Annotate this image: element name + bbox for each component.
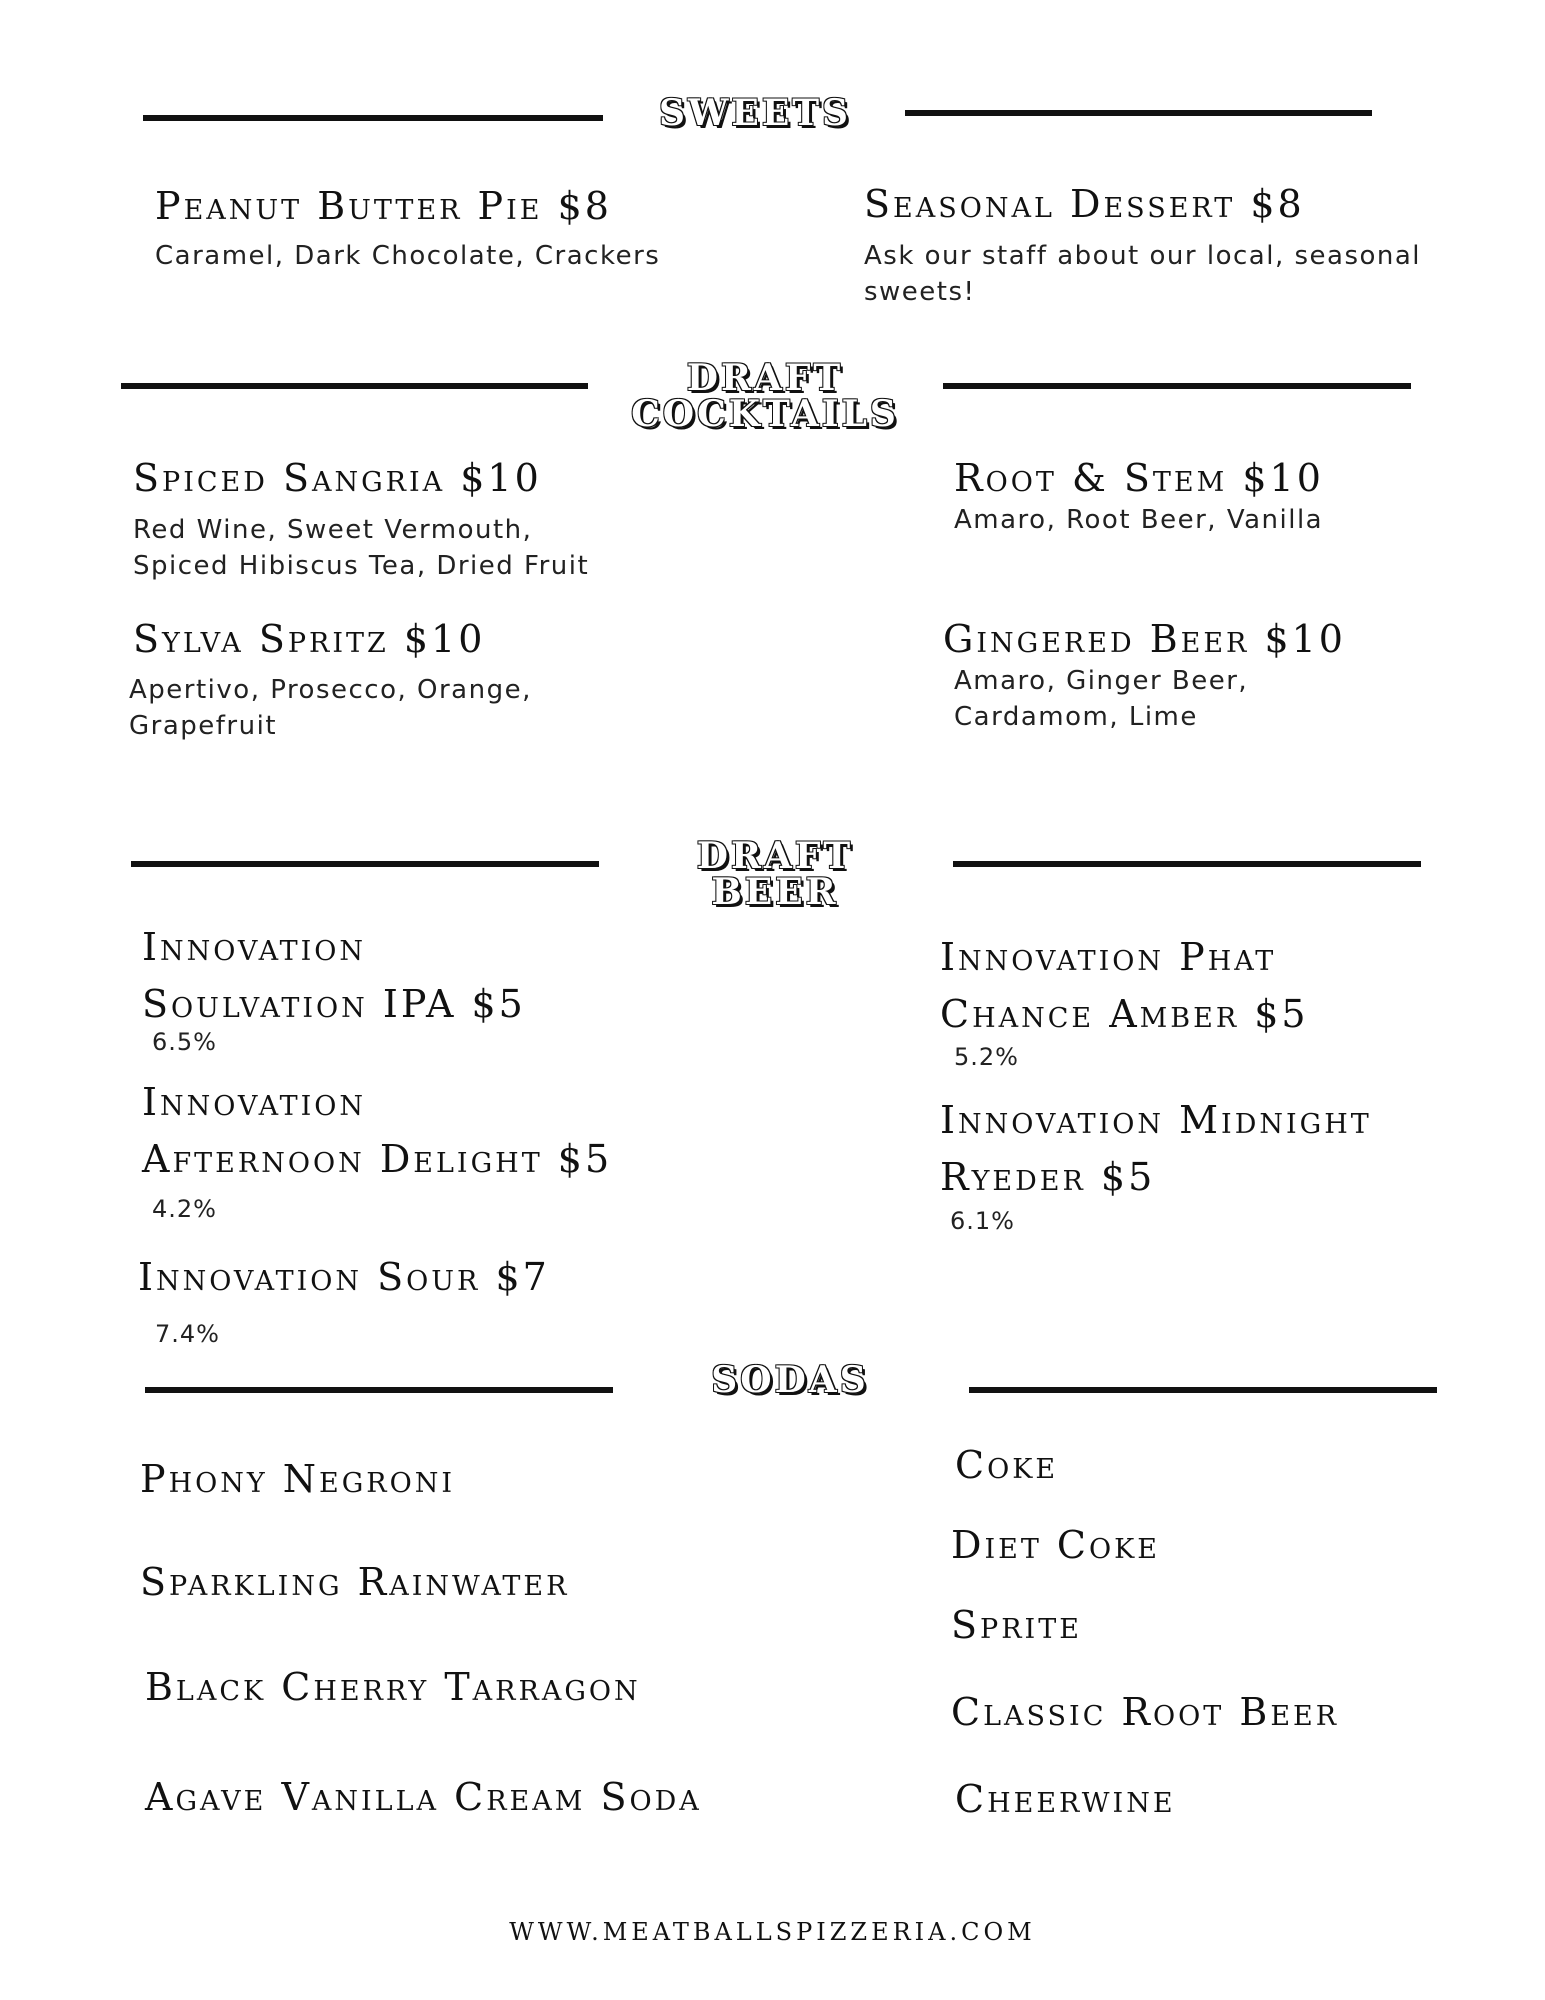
- section-title-line: DRAFT: [696, 835, 854, 877]
- menu-item-name: Gingered Beer $10: [943, 617, 1346, 661]
- description-line: Red Wine, Sweet Vermouth,: [133, 515, 533, 545]
- menu-item-name: Chance Amber $5: [940, 992, 1309, 1036]
- menu-item-name: Soulvation IPA $5: [142, 982, 526, 1026]
- section-rule: [953, 861, 1421, 867]
- menu-item-name: Sylva Spritz $10: [133, 617, 486, 661]
- section-rule: [145, 1387, 613, 1393]
- menu-item-name: Innovation: [142, 1080, 367, 1124]
- soda-item: Phony Negroni: [140, 1457, 456, 1501]
- section-title-draft-cocktails: [595, 357, 935, 435]
- section-title-line: COCKTAILS: [631, 393, 899, 435]
- menu-item-name: Root & Stem $10: [954, 456, 1324, 500]
- description-line: Apertivo, Prosecco, Orange,: [129, 675, 532, 705]
- section-title-sweets: SWEETS: [658, 92, 852, 134]
- menu-item-description: [129, 672, 729, 744]
- menu-item-description: [133, 512, 733, 584]
- menu-item-name: Innovation: [142, 925, 367, 969]
- abv-value: 6.1%: [950, 1207, 1015, 1235]
- section-rule: [943, 383, 1411, 389]
- menu-item-name: Ryeder $5: [940, 1155, 1156, 1199]
- soda-item: Black Cherry Tarragon: [145, 1665, 641, 1709]
- menu-item-name: Afternoon Delight $5: [142, 1137, 613, 1181]
- menu-item-name: Innovation Midnight: [940, 1098, 1372, 1142]
- section-rule: [969, 1387, 1437, 1393]
- abv-value: 4.2%: [152, 1195, 217, 1223]
- section-rule: [905, 110, 1372, 116]
- menu-item-name: Innovation Phat: [940, 935, 1277, 979]
- menu-item-name: Seasonal Dessert $8: [864, 182, 1305, 226]
- section-rule: [143, 115, 603, 121]
- soda-item: Agave Vanilla Cream Soda: [145, 1775, 702, 1819]
- abv-value: 5.2%: [954, 1043, 1019, 1071]
- abv-value: 7.4%: [155, 1320, 220, 1348]
- website-url: WWW.MEATBALLSPIZZERIA.COM: [509, 1918, 1036, 1946]
- section-rule: [131, 861, 599, 867]
- soda-item: Cheerwine: [955, 1777, 1176, 1821]
- section-title-draft-beer: [640, 835, 910, 913]
- menu-item-description: Caramel, Dark Chocolate, Crackers: [155, 241, 661, 271]
- description-line: Amaro, Root Beer, Vanilla: [954, 505, 1324, 535]
- section-title-line: BEER: [711, 871, 839, 913]
- soda-item: Classic Root Beer: [951, 1690, 1340, 1734]
- description-line: Cardamom, Lime: [954, 702, 1198, 732]
- description-line: Spiced Hibiscus Tea, Dried Fruit: [133, 551, 590, 581]
- menu-item-description: [954, 663, 1454, 735]
- section-title-sodas: SODAS: [711, 1359, 869, 1401]
- menu-item-description: Ask our staff about our local, seasonal sweets!: [864, 241, 1422, 307]
- soda-item: Diet Coke: [951, 1523, 1161, 1567]
- description-line: Amaro, Ginger Beer,: [954, 666, 1249, 696]
- soda-item: Sparkling Rainwater: [140, 1560, 570, 1604]
- menu-item-name: Spiced Sangria $10: [133, 456, 542, 500]
- menu-item-name: Innovation Sour $7: [138, 1255, 550, 1299]
- abv-value: 6.5%: [152, 1028, 217, 1056]
- menu-item-name: Peanut Butter Pie $8: [155, 184, 612, 228]
- section-title-line: DRAFT: [686, 357, 844, 399]
- section-rule: [121, 383, 588, 389]
- soda-item: Coke: [955, 1443, 1059, 1487]
- menu-item-description: [954, 502, 1454, 538]
- description-line: Grapefruit: [129, 711, 278, 741]
- soda-item: Sprite: [951, 1603, 1082, 1647]
